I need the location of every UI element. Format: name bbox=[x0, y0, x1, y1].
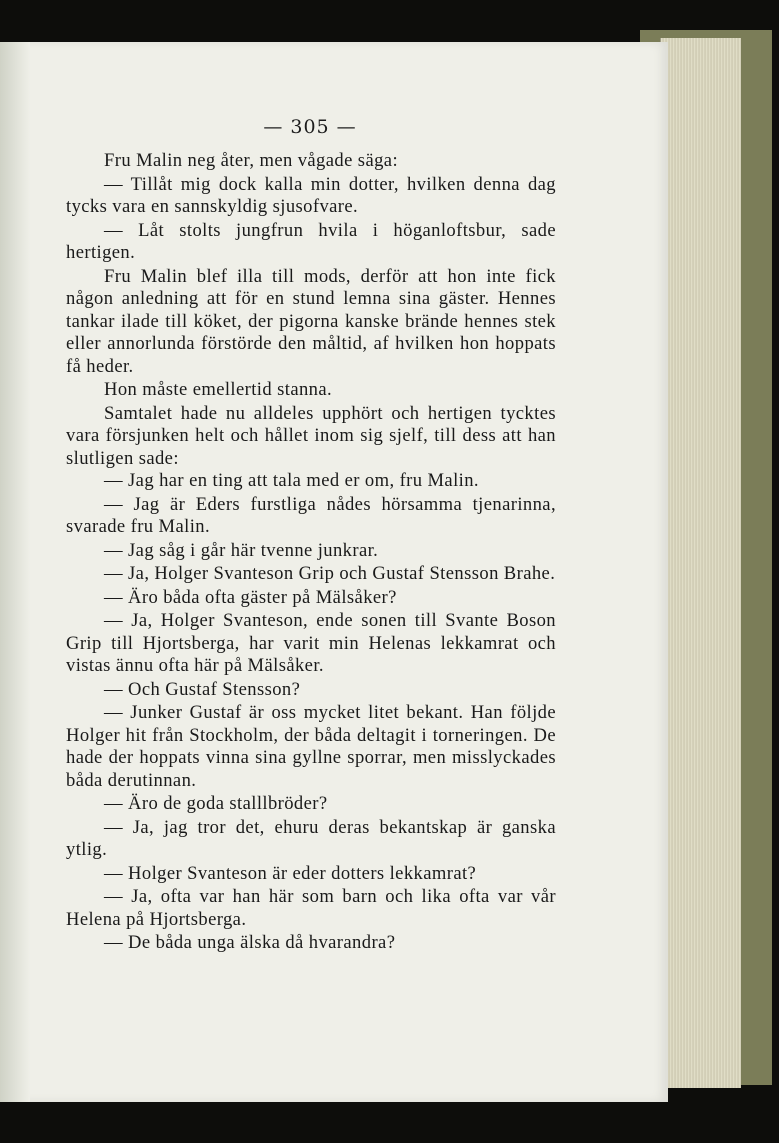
paragraph: — Ja, jag tror det, ehuru deras bekantskap är ganska ytlig. bbox=[66, 816, 556, 860]
page-edges bbox=[660, 38, 741, 1088]
paragraph: — Äro båda ofta gäster på Mälsåker? bbox=[104, 586, 397, 608]
paragraph: Fru Malin blef illa till mods, derför att hon inte fick någon anledning att för en stund lemna sina gäster. Hennes tankar ilade till köket, der pigorna kanske brände hennes stek eller annorlunda förstörde den måltid, af hvilken hon hoppats få heder. bbox=[66, 265, 556, 377]
paragraph: — Äro de goda stalllbröder? bbox=[104, 793, 328, 814]
paragraph: — Och Gustaf Stensson? bbox=[104, 678, 301, 700]
body-text bbox=[66, 150, 556, 956]
paragraph: — Jag såg i går här tvenne junkrar. bbox=[104, 539, 379, 561]
page-number: — 305 — bbox=[263, 116, 357, 138]
paragraph: — Ja, Holger Svanteson, ende sonen till Svante Boson Grip till Hjortsberga, har varit min Helenas lekkamrat och vistas ännu ofta här på Mälsåker. bbox=[66, 610, 556, 676]
paragraph: Samtalet hade nu alldeles upphört och hertigen tycktes vara försjunken helt och hållet inom sig sjelf, till dess att han slutligen sade: bbox=[66, 402, 556, 469]
paragraph: — Jag är Eders furstliga nådes hörsamma tjenarinna, svarade fru Malin. bbox=[66, 493, 556, 537]
paragraph: Hon måste emellertid stanna. bbox=[104, 379, 333, 400]
paragraph: — Tillåt mig dock kalla min dotter, hvilken denna dag tycks vara en sannskyldig sjusofvare. bbox=[66, 173, 556, 217]
paragraph: — Holger Svanteson är eder dotters lekkamrat? bbox=[104, 862, 477, 884]
paragraph: Fru Malin neg åter, men vågade säga: bbox=[104, 150, 399, 171]
paragraph: — Låt stolts jungfrun hvila i höganloftsbur, sade hertigen. bbox=[66, 219, 556, 263]
paragraph: — Junker Gustaf är oss mycket litet bekant. Han följde Holger hit från Stockholm, der båda deltagit i torneringen. De hade der hoppats vinna sina gyllne sporrar, men misslyckades båda derutinnan. bbox=[66, 702, 556, 791]
paragraph: — Ja, ofta var han här som barn och lika ofta var vår Helena på Hjortsberga. bbox=[66, 886, 556, 930]
paragraph: — De båda unga älska då hvarandra? bbox=[104, 932, 396, 953]
page-gutter bbox=[0, 42, 30, 1102]
paragraph: — Jag har en ting att tala med er om, fru Malin. bbox=[104, 470, 479, 491]
paragraph: — Ja, Holger Svanteson Grip och Gustaf Stensson Brahe. bbox=[104, 563, 556, 584]
